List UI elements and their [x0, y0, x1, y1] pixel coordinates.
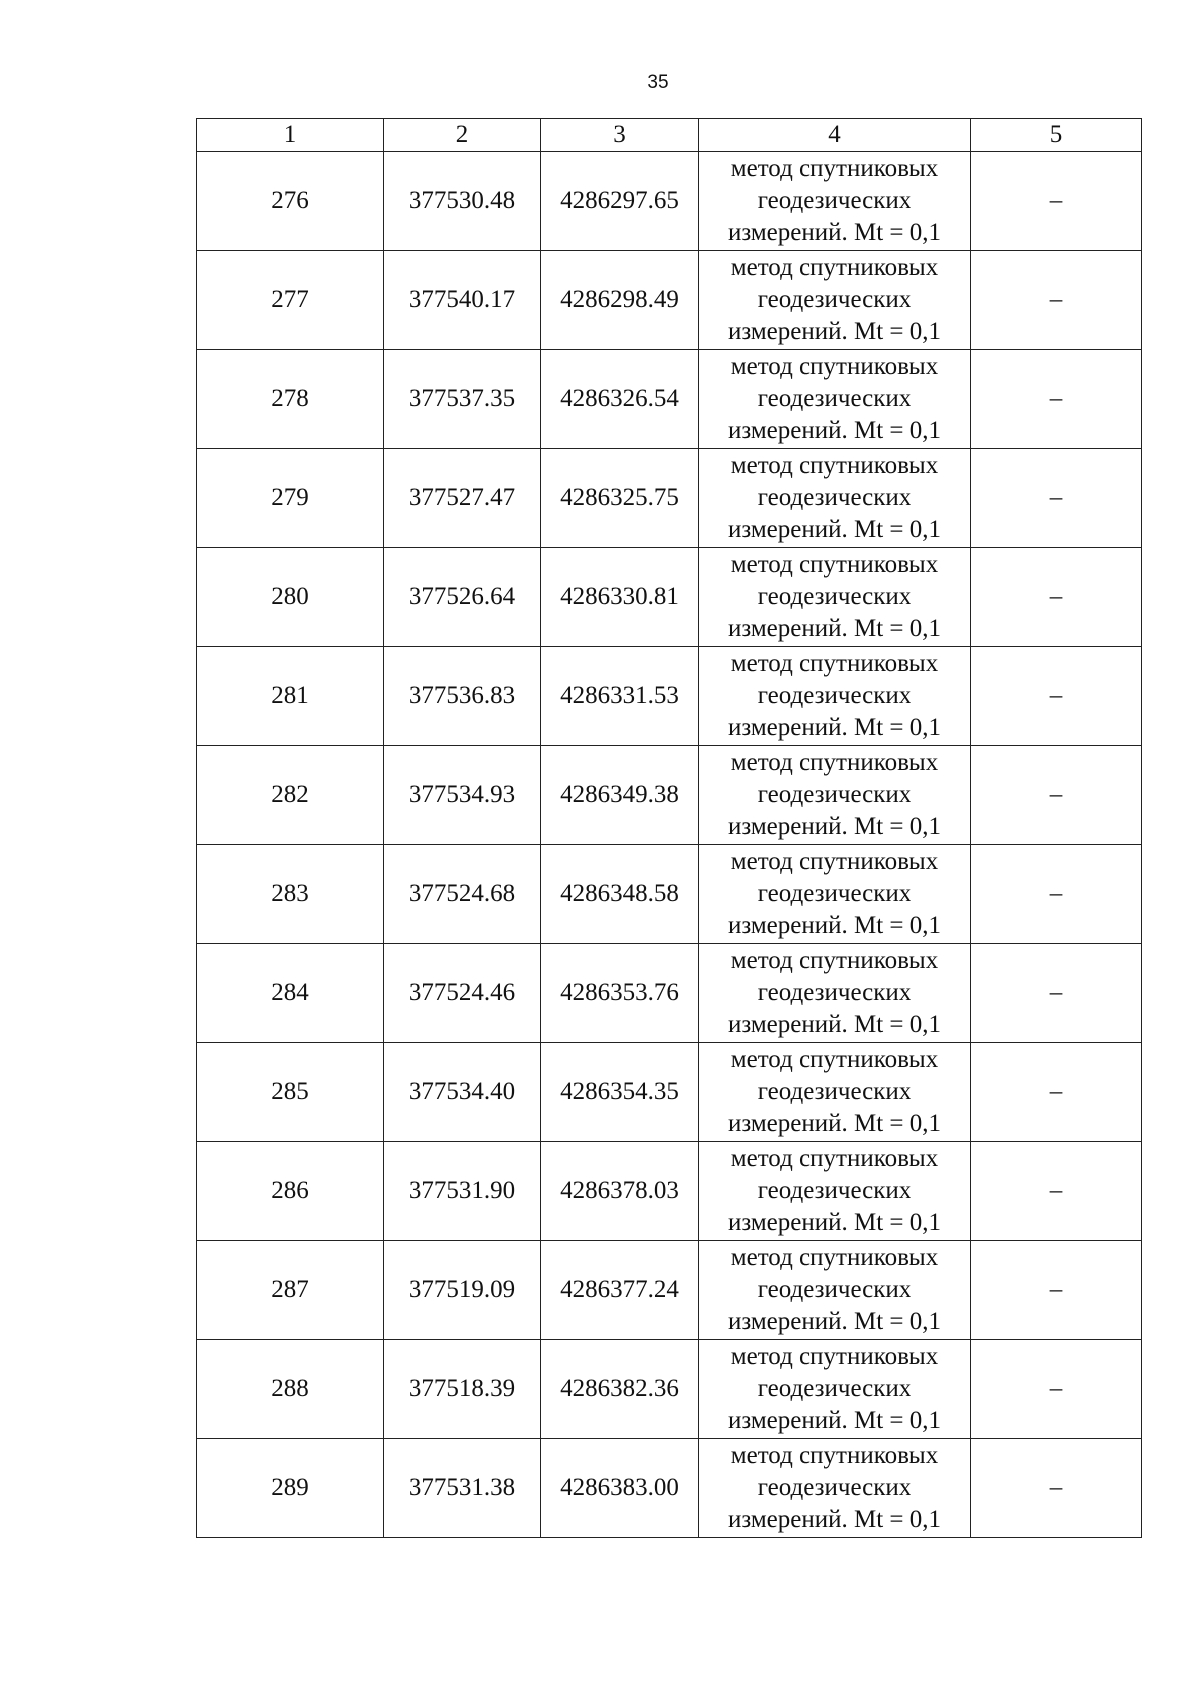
- method-cell: метод спутниковых геодезических измерений. Mt = 0,1: [699, 1439, 971, 1538]
- coord-y: 4286354.35: [541, 1043, 699, 1142]
- note-cell: –: [971, 548, 1142, 647]
- note-cell: –: [971, 1142, 1142, 1241]
- point-number: 284: [197, 944, 384, 1043]
- coord-x: 377526.64: [384, 548, 541, 647]
- column-header-4: 4: [699, 119, 971, 152]
- coord-y: 4286377.24: [541, 1241, 699, 1340]
- coord-y: 4286330.81: [541, 548, 699, 647]
- note-cell: –: [971, 944, 1142, 1043]
- method-cell: метод спутниковых геодезических измерений. Mt = 0,1: [699, 746, 971, 845]
- note-cell: –: [971, 647, 1142, 746]
- method-cell: метод спутниковых геодезических измерений. Mt = 0,1: [699, 152, 971, 251]
- table-row: [197, 1043, 1142, 1142]
- point-number: 278: [197, 350, 384, 449]
- coord-x: 377531.38: [384, 1439, 541, 1538]
- coord-y: 4286353.76: [541, 944, 699, 1043]
- header-row: [197, 119, 1142, 152]
- point-number: 280: [197, 548, 384, 647]
- coord-y: 4286297.65: [541, 152, 699, 251]
- page-number: 35: [647, 72, 669, 93]
- note-cell: –: [971, 251, 1142, 350]
- table-row: [197, 1241, 1142, 1340]
- coord-x: 377524.68: [384, 845, 541, 944]
- table-row: [197, 350, 1142, 449]
- coord-y: 4286331.53: [541, 647, 699, 746]
- coord-y: 4286349.38: [541, 746, 699, 845]
- coord-x: 377519.09: [384, 1241, 541, 1340]
- coord-y: 4286325.75: [541, 449, 699, 548]
- column-header-5: 5: [971, 119, 1142, 152]
- method-cell: метод спутниковых геодезических измерений. Mt = 0,1: [699, 251, 971, 350]
- table-body: [197, 152, 1142, 1538]
- coord-y: 4286382.36: [541, 1340, 699, 1439]
- coord-y: 4286298.49: [541, 251, 699, 350]
- point-number: 276: [197, 152, 384, 251]
- note-cell: –: [971, 1241, 1142, 1340]
- note-cell: –: [971, 152, 1142, 251]
- note-cell: –: [971, 449, 1142, 548]
- point-number: 279: [197, 449, 384, 548]
- coord-x: 377518.39: [384, 1340, 541, 1439]
- method-cell: метод спутниковых геодезических измерений. Mt = 0,1: [699, 548, 971, 647]
- column-header-3: 3: [541, 119, 699, 152]
- note-cell: –: [971, 1043, 1142, 1142]
- table-row: [197, 1439, 1142, 1538]
- coord-x: 377534.40: [384, 1043, 541, 1142]
- point-number: 281: [197, 647, 384, 746]
- method-cell: метод спутниковых геодезических измерений. Mt = 0,1: [699, 1142, 971, 1241]
- table-row: [197, 647, 1142, 746]
- coord-x: 377536.83: [384, 647, 541, 746]
- method-cell: метод спутниковых геодезических измерений. Mt = 0,1: [699, 1043, 971, 1142]
- coord-x: 377527.47: [384, 449, 541, 548]
- coord-y: 4286326.54: [541, 350, 699, 449]
- table-row: [197, 944, 1142, 1043]
- column-header-2: 2: [384, 119, 541, 152]
- coord-y: 4286378.03: [541, 1142, 699, 1241]
- coordinates-table: [196, 118, 1142, 1538]
- note-cell: –: [971, 350, 1142, 449]
- note-cell: –: [971, 1340, 1142, 1439]
- point-number: 288: [197, 1340, 384, 1439]
- point-number: 277: [197, 251, 384, 350]
- note-cell: –: [971, 746, 1142, 845]
- point-number: 287: [197, 1241, 384, 1340]
- column-header-1: 1: [197, 119, 384, 152]
- method-cell: метод спутниковых геодезических измерений. Mt = 0,1: [699, 1340, 971, 1439]
- table-row: [197, 152, 1142, 251]
- note-cell: –: [971, 845, 1142, 944]
- point-number: 282: [197, 746, 384, 845]
- table-row: [197, 1142, 1142, 1241]
- method-cell: метод спутниковых геодезических измерений. Mt = 0,1: [699, 647, 971, 746]
- method-cell: метод спутниковых геодезических измерений. Mt = 0,1: [699, 449, 971, 548]
- table-row: [197, 548, 1142, 647]
- coord-x: 377534.93: [384, 746, 541, 845]
- point-number: 289: [197, 1439, 384, 1538]
- table-row: [197, 251, 1142, 350]
- method-cell: метод спутниковых геодезических измерений. Mt = 0,1: [699, 350, 971, 449]
- point-number: 286: [197, 1142, 384, 1241]
- table-row: [197, 1340, 1142, 1439]
- coord-x: 377531.90: [384, 1142, 541, 1241]
- table-row: [197, 449, 1142, 548]
- coord-y: 4286383.00: [541, 1439, 699, 1538]
- coord-x: 377530.48: [384, 152, 541, 251]
- coord-y: 4286348.58: [541, 845, 699, 944]
- coord-x: 377524.46: [384, 944, 541, 1043]
- table-row: [197, 746, 1142, 845]
- point-number: 285: [197, 1043, 384, 1142]
- coord-x: 377540.17: [384, 251, 541, 350]
- method-cell: метод спутниковых геодезических измерений. Mt = 0,1: [699, 944, 971, 1043]
- point-number: 283: [197, 845, 384, 944]
- table-row: [197, 845, 1142, 944]
- method-cell: метод спутниковых геодезических измерений. Mt = 0,1: [699, 845, 971, 944]
- method-cell: метод спутниковых геодезических измерений. Mt = 0,1: [699, 1241, 971, 1340]
- coord-x: 377537.35: [384, 350, 541, 449]
- note-cell: –: [971, 1439, 1142, 1538]
